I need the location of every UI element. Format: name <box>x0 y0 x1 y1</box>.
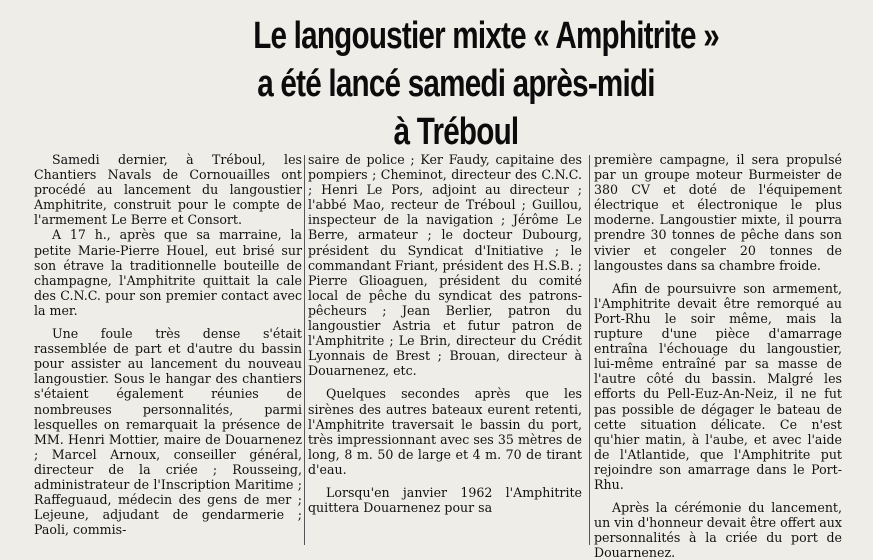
paragraph: Samedi dernier, à Tréboul, les Chantiers Navals de Cornouailles ont procédé au lancement du langoustier Amphitrite, construit pour le compte de l'armement Le Berre et Consort. <box>34 152 302 228</box>
adjacent-article-left <box>4 4 194 154</box>
paragraph: saire de police ; Ker Faudy, capitaine des pompiers ; Cheminot, directeur des C.N.C. ; Henri Le Pors, adjoint au directeur ; l'abbé Mao, recteur de Tréboul ; Guillou, inspecteur de la navigation ; Jérôme Le Berre, armateur ; le docteur Dubourg, président du Syndicat d'Initiative ; le commandant Friant, président des H.S.B. ; Pierre Glioaguen, président du comité local de pêche du syndicat des patrons-pêcheurs ; Jean Berlier, patron du langoustier Astria et futur patron de l'Amphitrite ; Le Brin, directeur du Crédit Lyonnais de Brest ; Brouan, directeur à Douarnenez, etc. <box>308 152 582 379</box>
headline-line-1: Le langoustier mixte « Amphitrite » <box>253 15 719 57</box>
column-divider <box>304 155 305 545</box>
paragraph: A 17 h., après que sa marraine, la petite Marie-Pierre Houel, eut brisé sur son étrave la traditionnelle bouteille de champagne, l'Amphitrite quittait la cale des C.N.C. pour son premier contact avec la mer. <box>34 227 302 318</box>
paragraph: Après la cérémonie du lancement, un vin d'honneur devait être offert aux personnalités à la criée du port de Douarnenez. <box>594 500 842 560</box>
adjacent-article-right <box>718 4 870 154</box>
paragraph: Une foule très dense s'était rassemblée de part et d'autre du bassin pour assister au lancement du nouveau langoustier. Sous le hangar des chantiers s'étaient également réunies de nombreuses personnalités, parmi lesquelles on remarquait la présence de MM. Henri Mottier, maire de Douarnenez ; Marcel Arnoux, conseiller général, directeur de la criée ; Rousseing, administrateur de l'Inscription Maritime ; Raffeguaud, médecin des gens de mer ; Lejeune, adjudant de gendarmerie ; Paoli, commis- <box>34 326 302 538</box>
article-column-2 <box>308 152 582 515</box>
headline-line-3: à Tréboul <box>393 111 519 153</box>
paragraph: Quelques secondes après que les sirènes des autres bateaux eurent retenti, l'Amphitrite traversait le bassin du port, très impressionnant avec ses 35 mètres de long, 8 m. 50 de large et 4 m. 70 de tirant d'eau. <box>308 386 582 477</box>
headline-line-2: a été lancé samedi après-midi <box>257 63 655 105</box>
paragraph: Lorsqu'en janvier 1962 l'Amphitrite quittera Douarnenez pour sa <box>308 484 582 516</box>
paragraph: première campagne, il sera propulsé par un groupe moteur Burmeister de 380 CV et doté de l'équipement électrique et électronique le plus moderne. Langoustier mixte, il pourra prendre 30 tonnes de pêche dans son vivier et congeler 20 tonnes de langoustes dans sa chambre froide. <box>594 152 842 273</box>
column-divider <box>589 155 590 545</box>
article-headline <box>253 12 719 156</box>
article-column-3 <box>594 152 842 560</box>
article-column-1 <box>34 152 302 537</box>
paragraph: Afin de poursuivre son armement, l'Amphitrite devait être remorqué au Port-Rhu le soir même, mais la rupture d'une pièce d'amarrage entraîna l'échouage du langoustier, lui-même entraîné par sa masse de l'autre côté du bassin. Malgré les efforts du Pell-Euz-An-Neiz, il ne fut pas possible de dégager le bateau de cette situation délicate. Ce n'est qu'hier matin, à l'aube, et avec l'aide de l'Atlantide, que l'Amphitrite put rejoindre son amarrage dans le Port-Rhu. <box>594 280 842 492</box>
